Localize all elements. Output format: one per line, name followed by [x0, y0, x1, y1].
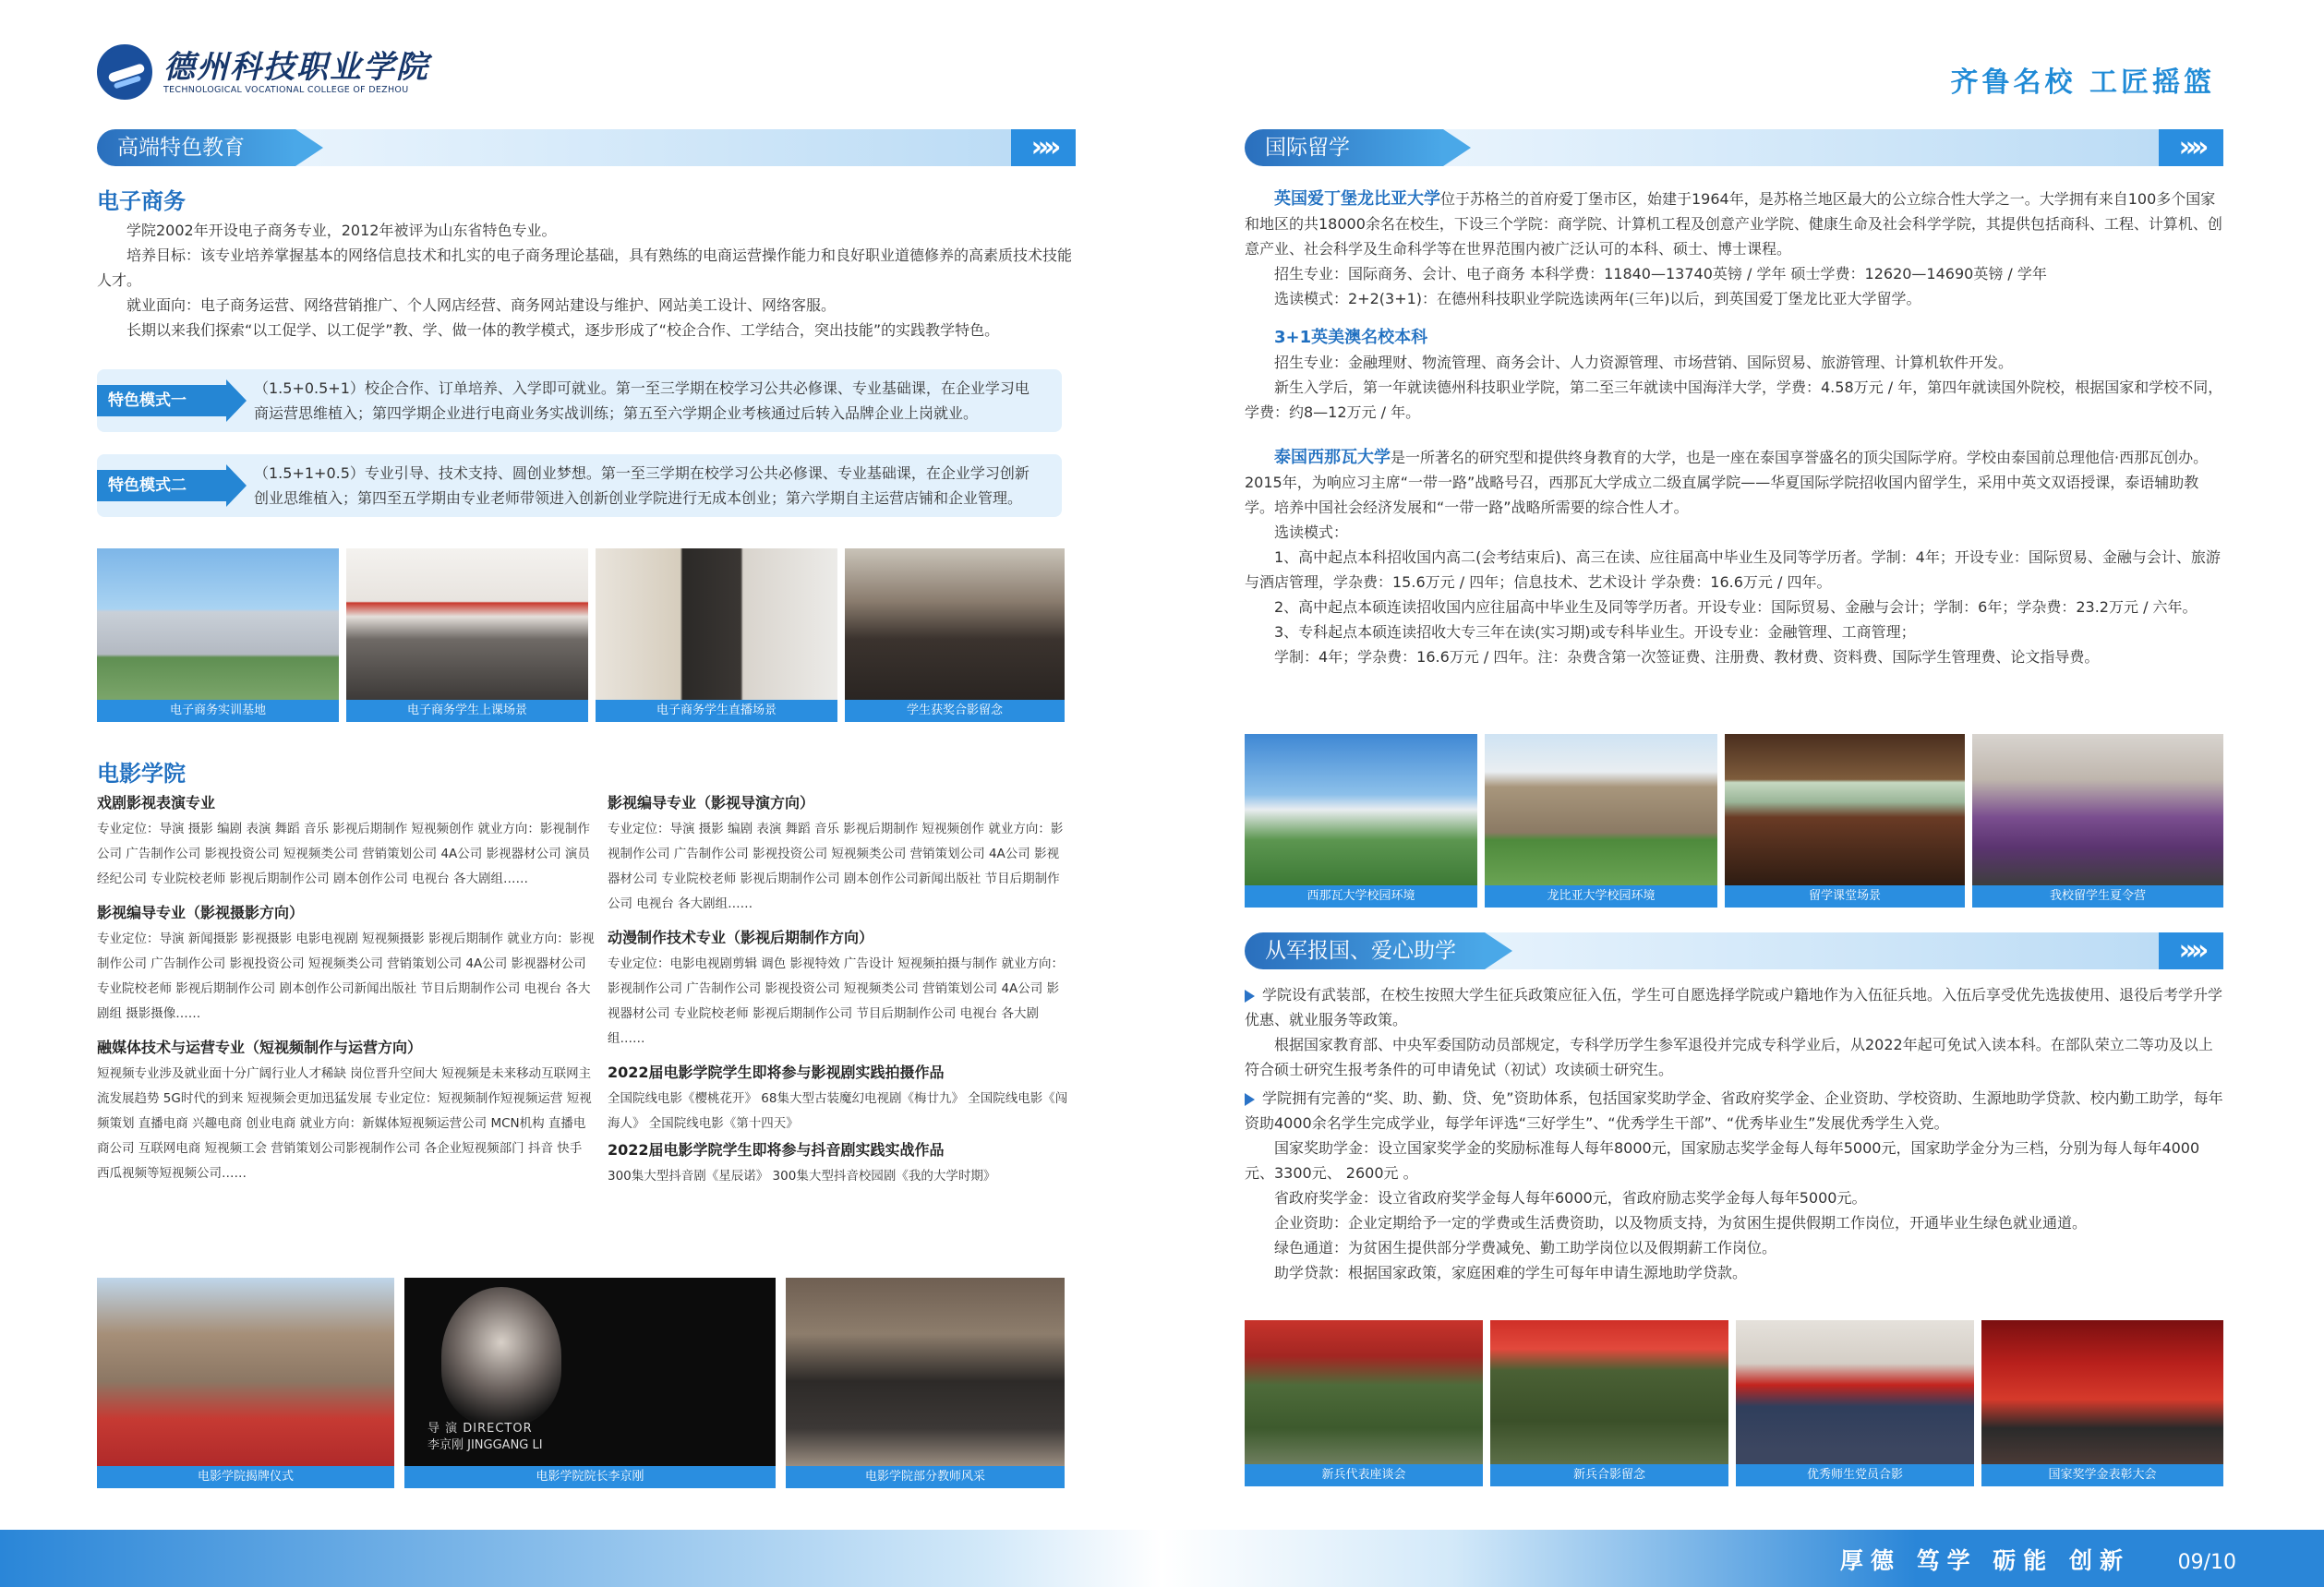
- program-title: 3+1英美澳名校本科: [1274, 328, 1428, 347]
- intro-line: 就业面向：电子商务运营、网络营销推广、个人网店经营、商务网站建设与维护、网站美工设计、网络客服。: [126, 296, 837, 314]
- double-chevron-icon: »»: [2159, 129, 2223, 166]
- mode-two-tag: 特色模式二: [97, 470, 226, 501]
- photo-caption: 学生获奖合影留念: [845, 700, 1065, 722]
- intro-line: 学院2002年开设电子商务专业，2012年被评为山东省特色专业。: [126, 222, 557, 239]
- siam-block: [1245, 445, 2223, 669]
- photo-ecommerce-class: [346, 548, 588, 722]
- intro-line: 长期以来我们探索“以工促学、以工促学”教、学、做一体的教学模式，逐步形成了“校企合作、工学结合，突出技能”的实践教学特色。: [126, 321, 1000, 339]
- photo-summer-camp: [1972, 734, 2223, 908]
- works-body: 300集大型抖音剧《星辰诺》 300集大型抖音校园剧《我的大学时期》: [608, 1169, 996, 1184]
- aid-text: 学院拥有完善的“奖、助、勤、贷、免”资助体系，包括国家奖助学金、省政府奖学金、企业资助、学校资助、生源地助学贷款、校内勤工助学，每年资助4000余名学生完成学业，每学年评选“三好学生”、“优秀学生干部”、“优秀毕业生”发展优秀学生入党。: [1245, 1089, 2223, 1132]
- works-title: 2022届电影学院学生即将参与影视剧实践拍摄作品: [608, 1064, 945, 1081]
- mode-line: 学制：4年；学杂费：16.6万元 / 四年。注：杂费含第一次签证费、注册费、教材费、资料费、国际学生管理费、论文指导费。: [1274, 648, 2100, 666]
- triangle-bullet-icon: [1245, 1093, 1255, 1106]
- photo-caption: 国家奖学金表彰大会: [1981, 1464, 2223, 1486]
- photo-award-group: [845, 548, 1065, 722]
- photo-caption: 电影学院揭牌仪式: [97, 1466, 394, 1488]
- mode-line: 2、高中起点本硕连读招收国内应往届高中毕业生及同等学历者。开设专业：国际贸易、金融与会计；学制：6年；学杂费：23.2万元 / 六年。: [1274, 598, 2198, 616]
- section-title: 高端特色教育: [97, 129, 295, 166]
- university-desc: 位于苏格兰的首府爱丁堡市区，始建于1964年，是苏格兰地区最大的公立综合性大学之一。大学拥有来自100多个国家和地区的共18000余名在校生，下设三个学院：商学院、计算机工程及创意产业学院、健康生命及社会科学学院，其提供包括商科、工程、计算机、创意产业、社会科学及生命科学等在世界范围内被广泛认可的本科、硕士、博士课程。: [1245, 190, 2222, 258]
- director-name: 李京刚 JINGGANG LI: [427, 1438, 543, 1452]
- school-emblem-icon: [97, 44, 152, 100]
- aid-line: 国家奖助学金：设立国家奖学金的奖励标准每人每年8000元，国家励志奖学金每人每年5000元，国家助学金分为三档，分别为每人每年4000元、3300元、 2600元 。: [1245, 1139, 2200, 1182]
- photo-classroom: [1725, 734, 1965, 908]
- section-title: 国际留学: [1245, 129, 1443, 166]
- enroll-info: 招生专业：国际商务、会计、电子商务 本科学费：11840—13740英镑 / 学年 硕士学费：12620—14690英镑 / 学年: [1274, 265, 2047, 283]
- photo-siam-campus: [1245, 734, 1477, 908]
- school-name-cn: 德州科技职业学院: [163, 48, 429, 86]
- mode-one-box: [97, 369, 1062, 432]
- footer-band-left: [0, 1530, 1162, 1587]
- mode-line: 1、高中起点本科招收国内高二(会考结束后)、高三在读、应往届高中毕业生及同等学历者。学制：4年；开设专业：国际贸易、金融与会计、旅游与酒店管理，学杂费：15.6万元 / 四年；信息技术、艺术设计 学杂费：16.6万元 / 四年。: [1245, 548, 2221, 591]
- page-number: 09/10: [2177, 1551, 2236, 1574]
- photo-party-members: [1736, 1320, 1974, 1486]
- photo-caption: 龙比亚大学校园环境: [1485, 885, 1717, 908]
- university-name: 泰国西那瓦大学: [1274, 448, 1391, 467]
- intro-line: 培养目标：该专业培养掌握基本的网络信息技术和扎实的电子商务理论基础，具有熟练的电商运营操作能力和良好职业道德修养的高素质技术技能人才。: [97, 246, 1073, 289]
- photo-ecommerce-live: [596, 548, 837, 722]
- photo-caption: 留学课堂场景: [1725, 885, 1965, 908]
- film-title: 电影学院: [97, 761, 186, 787]
- school-logo: [97, 44, 429, 100]
- mode-line: 3、专科起点本硕连读招收大专三年在读(实习期)或专科毕业生。开设专业：金融管理、工商管理；: [1274, 623, 1916, 641]
- works-title: 2022届电影学院学生即将参与抖音剧实践实战作品: [608, 1141, 945, 1159]
- works-body: 全国院线电影《樱桃花开》 68集大型古装魔幻电视剧《梅廿九》 全国院线电影《闯海人》 全国院线电影《第十四天》: [608, 1091, 1068, 1131]
- major-title: 影视编导专业（影视摄影方向）: [97, 904, 305, 921]
- university-desc: 是一所著名的研究型和提供终身教育的大学，也是一座在泰国享誉盛名的顶尖国际学府。学校由泰国前总理他信·西那瓦创办。2015年，为响应习主席“一带一路”战略号召，西那瓦大学成立二级直属学院——华夏国际学院招收国内留学生，采用中英文双语授课，泰语辅助教学。培养中国社会经济发展和“一带一路”战略所需要的综合性人才。: [1245, 449, 2209, 516]
- double-chevron-icon: »»: [1011, 129, 1076, 166]
- photo-caption: 电子商务学生上课场景: [346, 700, 588, 722]
- photo-caption: 电子商务学生直播场景: [596, 700, 837, 722]
- photo-caption: 西那瓦大学校园环境: [1245, 885, 1477, 908]
- major-body: 专业定位：导演 摄影 编剧 表演 舞蹈 音乐 影视后期制作 短视频创作 就业方向：影视制作公司 广告制作公司 影视投资公司 短视频类公司 营销策划公司 4A公司 影视器材公司 演员经纪公司 专业院校老师 影视后期制作公司 剧本创作公司 电视台 各大剧组……: [97, 822, 590, 886]
- major-body: 专业定位：电影电视剧剪辑 调色 影视特效 广告设计 短视频拍摄与制作 就业方向：影视制作公司 广告制作公司 影视投资公司 短视频类公司 营销策划公司 4A公司 影视器材公司 专业院校老师 影视后期制作公司 节目后期制作公司 电视台 各大剧组……: [608, 956, 1064, 1046]
- photo-caption: 新兵合影留念: [1490, 1464, 1728, 1486]
- right-page: [1162, 0, 2324, 1587]
- university-name: 英国爱丁堡龙比亚大学: [1274, 189, 1440, 209]
- photo-recruit-meeting: [1245, 1320, 1483, 1486]
- mode-two-box: [97, 454, 1062, 517]
- triangle-bullet-icon: [1245, 990, 1255, 1003]
- program-line: 新生入学后，第一年就读德州科技职业学院，第二至三年就读中国海洋大学，学费：4.58万元 / 年，第四年就读国外院校，根据国家和学校不同，学费：约8—12万元 / 年。: [1245, 379, 2223, 421]
- major-body: 专业定位：导演 新闻摄影 影视摄影 电影电视剧 短视频摄影 影视后期制作 就业方向：影视制作公司 广告制作公司 影视投资公司 短视频类公司 营销策划公司 4A公司 影视器材公司 专业院校老师 影视后期制作公司 剧本创作公司新闻出版社 节目后期制作公司 电视台 各大剧组 摄影摄像……: [97, 932, 595, 1021]
- major-body: 短视频专业涉及就业面十分广阔行业人才稀缺 岗位晋升空间大 短视频是未来移动互联网主流发展趋势 5G时代的到来 短视频会更加迅猛发展 专业定位：短视频制作短视频运营 短视频策划 直播电商 兴趣电商 创业电商 就业方向：新媒体短视频运营公司 MCN机构 直播电商公司 互联网电商 短视频工会 营销策划公司影视制作公司 各企业短视频部门 抖音 快手 西瓜视频等短视频公司……: [97, 1066, 592, 1181]
- photo-recruit-group: [1490, 1320, 1728, 1486]
- major-title: 融媒体技术与运营专业（短视频制作与运营方向）: [97, 1039, 423, 1056]
- photo-caption: 我校留学生夏令营: [1972, 885, 2223, 908]
- aid-line: 绿色通道：为贫困生提供部分学费减免、勤工助学岗位以及假期薪工作岗位。: [1274, 1239, 1777, 1256]
- section-bar-intl: [1245, 129, 2223, 166]
- major-title: 戏剧影视表演专业: [97, 794, 216, 812]
- photo-film-dean: [404, 1278, 776, 1488]
- header-slogan: 齐鲁名校 工匠摇篮: [1950, 66, 2215, 99]
- major-title: 影视编导专业（影视导演方向）: [608, 794, 815, 812]
- aid-line: 企业资助：企业定期给予一定的学费或生活费资助，以及物质支持，为贫困生提供假期工作岗位，开通毕业生绿色就业通道。: [1274, 1214, 2088, 1232]
- ecommerce-title: 电子商务: [97, 188, 186, 214]
- photo-caption: 电子商务实训基地: [97, 700, 339, 722]
- photo-film-teachers: [786, 1278, 1065, 1488]
- section-bar-elite: [97, 129, 1076, 166]
- ecommerce-intro: [97, 218, 1076, 343]
- mode-line: 选读模式：: [1274, 523, 1349, 541]
- edinburgh-block: [1245, 186, 2223, 311]
- photo-caption: 电影学院部分教师风采: [786, 1466, 1065, 1488]
- film-column-right: [608, 789, 1069, 1189]
- footer-band-right: [1162, 1530, 2324, 1587]
- army-text: 根据国家教育部、中央军委国防动员部规定，专科学历学生参军退役并完成专科学业后，从2022年起可免试入读本科。在部队荣立二等功及以上符合硕士研究生报考条件的可申请免试（初试）攻读硕士研究生。: [1245, 1036, 2213, 1078]
- mode-two-text: （1.5+1+0.5）专业引导、技术支持、圆创业梦想。第一至三学期在校学习公共必修课、专业基础课，在企业学习创新创业思维植入；第四至五学期由专业老师带领进入创新创业学院进行无成本创业；第六学期自主运营店铺和企业管理。: [254, 464, 1030, 507]
- mode-one-text: （1.5+0.5+1）校企合作、订单培养、入学即可就业。第一至三学期在校学习公共必修课、专业基础课，在企业学习电商运营思维植入；第四学期企业进行电商业务实战训练；第五至六学期企业考核通过后转入品牌企业上岗就业。: [254, 379, 1030, 422]
- photo-scholarship: [1981, 1320, 2223, 1486]
- director-label: 导 演 DIRECTOR: [427, 1422, 533, 1436]
- army-block: [1245, 982, 2223, 1285]
- army-text: 学院设有武装部，在校生按照大学生征兵政策应征入伍，学生可自愿选择学院或户籍地作为入伍征兵地。入伍后享受优先选拔使用、退役后考学升学优惠、就业服务等政策。: [1245, 986, 2223, 1028]
- mode-one-tag: 特色模式一: [97, 385, 226, 416]
- aus-block: [1245, 325, 2223, 425]
- school-name-en: TECHNOLOGICAL VOCATIONAL COLLEGE OF DEZHOU: [163, 84, 409, 95]
- double-chevron-icon: »»: [2159, 932, 2223, 969]
- aid-line: 省政府奖学金：设立省政府奖学金每人每年6000元，省政府励志奖学金每人每年5000元。: [1274, 1189, 1867, 1207]
- photo-film-unveiling: [97, 1278, 394, 1488]
- photo-caption: 电影学院院长李京刚: [404, 1466, 776, 1488]
- photo-napier-campus: [1485, 734, 1717, 908]
- major-title: 动漫制作技术专业（影视后期制作方向）: [608, 929, 874, 946]
- photo-caption: 优秀师生党员合影: [1736, 1464, 1974, 1486]
- footer-slogan: 厚德 笃学 砺能 创新: [1839, 1547, 2130, 1574]
- program-line: 招生专业：金融理财、物流管理、商务会计、人力资源管理、市场营销、国际贸易、旅游管理、计算机软件开发。: [1274, 354, 2014, 371]
- photo-caption: 新兵代表座谈会: [1245, 1464, 1483, 1486]
- section-title: 从军报国、爱心助学: [1245, 932, 1485, 969]
- photo-ecommerce-base: [97, 548, 339, 722]
- major-body: 专业定位：导演 摄影 编剧 表演 舞蹈 音乐 影视后期制作 短视频创作 就业方向：影视制作公司 广告制作公司 影视投资公司 短视频类公司 营销策划公司 4A公司 影视器材公司 专业院校老师 影视后期制作公司 剧本创作公司新闻出版社 节目后期制作公司 电视台 各大剧组……: [608, 822, 1064, 911]
- film-column-left: [97, 789, 596, 1186]
- study-mode: 选读模式：2+2(3+1)：在德州科技职业学院选读两年(三年)以后，到英国爱丁堡龙比亚大学留学。: [1274, 290, 1921, 307]
- section-bar-army: [1245, 932, 2223, 969]
- aid-line: 助学贷款：根据国家政策，家庭困难的学生可每年申请生源地助学贷款。: [1274, 1264, 1748, 1281]
